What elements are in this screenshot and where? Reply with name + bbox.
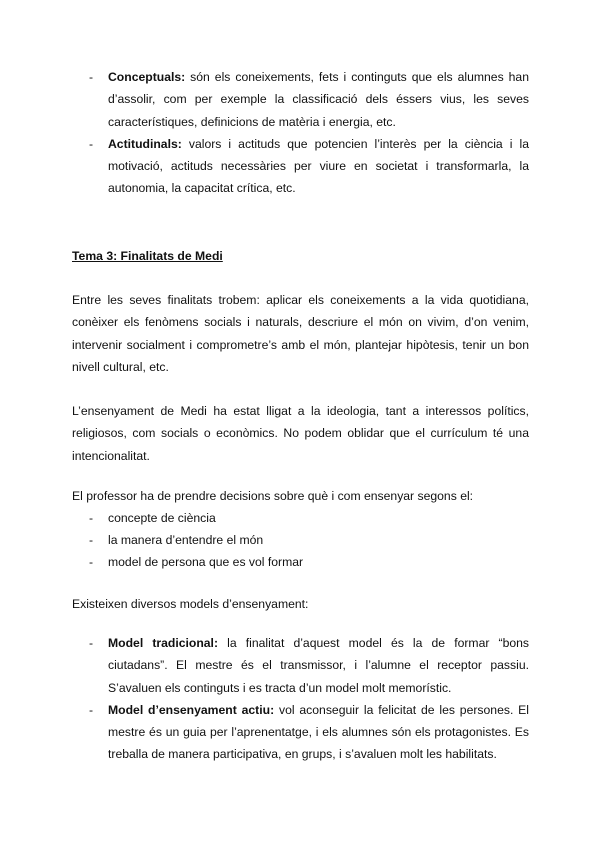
bullet-dash: -	[89, 533, 94, 547]
bullet-dash: -	[89, 511, 94, 525]
bullet-dash: -	[89, 70, 94, 84]
list-item-model-tradicional	[89, 632, 529, 699]
definition-model-actiu: vol aconseguir la felicitat de les persones. El mestre és un guia per l’aprenentatge, i els alumnes són els protagonistes. Es treballa de manera participativa, en grups, i s’avaluen molt les habilitats.	[108, 702, 530, 762]
term-model-tradicional: Model tradicional:	[108, 636, 219, 650]
paragraph-decisions: El professor ha de prendre decisions sobre què i com ensenyar segons el:	[72, 489, 474, 503]
content-types-list	[89, 66, 529, 200]
bullet-dash: -	[89, 702, 94, 717]
bullet-dash: -	[89, 636, 94, 650]
definition-conceptuals: són els coneixements, fets i continguts que els alumnes han d’assolir, com per exemple la classificació dels éssers vius, les seves característiques, definicions de matèria i energia, etc.	[108, 70, 529, 129]
section-heading: Tema 3: Finalitats de Medi	[72, 249, 223, 263]
teaching-models-list	[89, 632, 529, 766]
list-item	[89, 507, 303, 529]
list-item-text: concepte de ciència	[108, 511, 216, 525]
definition-model-tradicional: la finalitat d’aquest model és la de formar “bons ciutadans”. El mestre és el transmissor, i l’alumne el receptor passiu. S’avaluen els continguts i es tracta d’un model molt memorístic.	[108, 636, 530, 695]
term-conceptuals: Conceptuals:	[108, 70, 186, 84]
decision-criteria-list	[89, 507, 303, 573]
paragraph-ideologia: L’ensenyament de Medi ha estat lligat a la ideologia, tant a interessos polítics, religiosos, com socials o econòmics. No podem oblidar que el currículum té una intencionalitat.	[72, 404, 529, 463]
list-item-text: model de persona que es vol formar	[108, 555, 304, 569]
list-item-text: la manera d’entendre el món	[108, 533, 264, 547]
definition-actitudinals: valors i actituds que potencien l’interès per la ciència i la motivació, actituds necessàries per viure en societat i transformarla, la autonomia, la capacitat crítica, etc.	[108, 136, 529, 196]
paragraph-models-intro: Existeixen diversos models d’ensenyament:	[72, 597, 309, 611]
term-model-actiu: Model d’ensenyament actiu:	[108, 702, 275, 717]
bullet-dash: -	[89, 136, 94, 151]
list-item	[89, 529, 303, 551]
list-item-actitudinals	[89, 133, 529, 200]
bullet-dash: -	[89, 555, 94, 569]
list-item-conceptuals	[89, 66, 529, 133]
list-item	[89, 551, 303, 573]
list-item-model-actiu	[89, 699, 529, 766]
paragraph-finalitats: Entre les seves finalitats trobem: aplicar els coneixements a la vida quotidiana, conèixer els fenòmens socials i naturals, descriure el món on vivim, d’on venim, intervenir socialment i comprometre’s amb el món, plantejar hipòtesis, tenir un bon nivell cultural, etc.	[72, 293, 529, 374]
term-actitudinals: Actitudinals:	[108, 136, 182, 151]
